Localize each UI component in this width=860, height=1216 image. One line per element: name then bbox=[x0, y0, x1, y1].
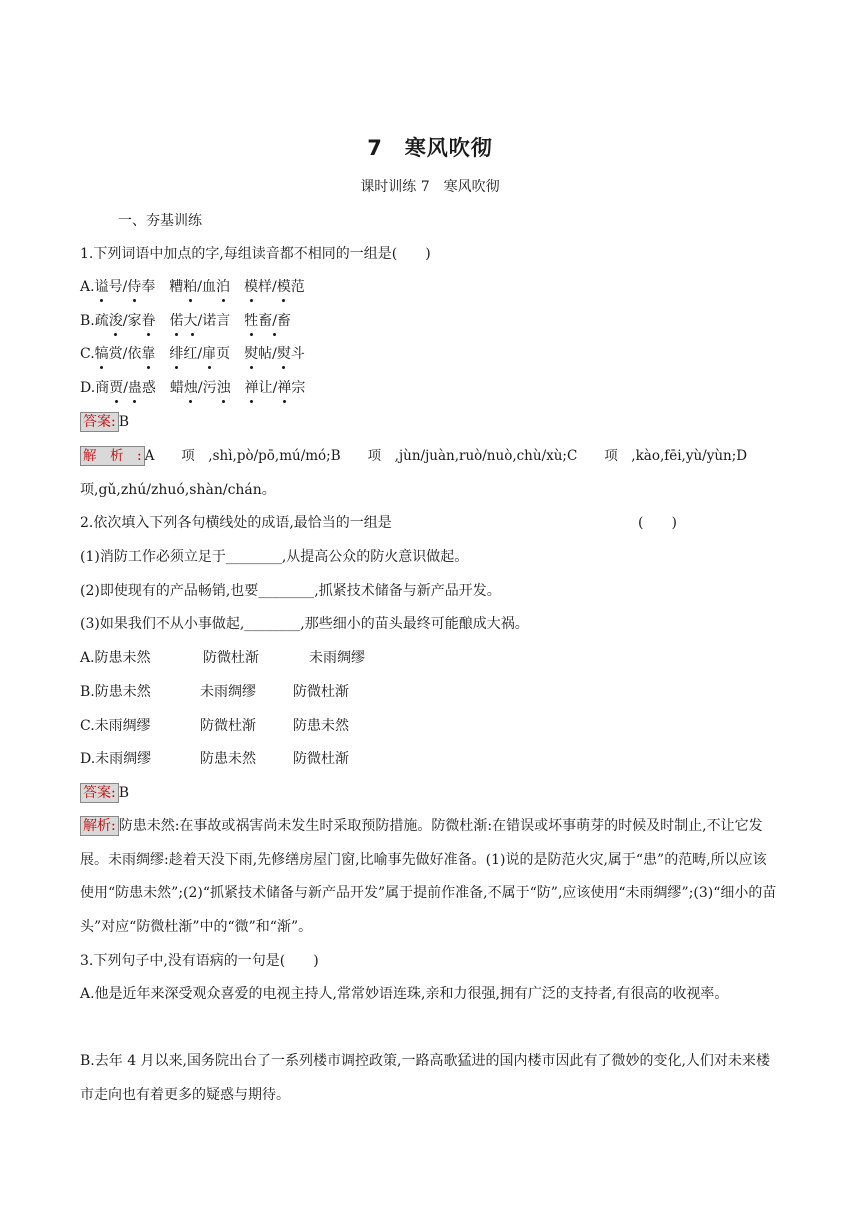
q1-option-b: B.疏浚/家眷 偌大/诺言 牲畜/畜 bbox=[80, 313, 291, 329]
section-heading: 一、夯基训练 bbox=[118, 213, 202, 229]
page-subtitle: 课时训练 7 寒风吹彻 bbox=[360, 179, 500, 195]
q2-answer bbox=[80, 783, 129, 803]
q1-option-c: C.犒赏/依靠 绯红/扉页 熨帖/熨斗 bbox=[80, 346, 305, 362]
q1-analysis-cont: 项,gǔ,zhú/zhuó,shàn/chán。 bbox=[80, 482, 276, 498]
q2-option-a-3: 未雨绸缪 bbox=[309, 650, 365, 666]
q2-stem: 2.依次填入下列各句横线处的成语,最恰当的一组是 bbox=[80, 515, 392, 531]
q1-analysis-text: A 项 ,shì,pò/pō,mú/mó;B 项 ,jùn/juàn,ruò/nuò,chù/xù;C 项 ,kào,fēi,yù/yùn;D bbox=[144, 448, 748, 464]
answer-tag: 答案: bbox=[80, 783, 119, 803]
q3-option-a: A.他是近年来深受观众喜爱的电视主持人,常常妙语连珠,亲和力很强,拥有广泛的支持者,有很高的收视率。 bbox=[80, 986, 729, 1002]
page-title: 7 寒风吹彻 bbox=[367, 136, 493, 160]
q1-option-d: D.商贾/蛊惑 蜡烛/污浊 禅让/禅宗 bbox=[80, 380, 306, 396]
q2-option-c-2: 防微杜渐 bbox=[200, 718, 256, 734]
q2-sentence-1: (1)消防工作必须立足于________,从提高公众的防火意识做起。 bbox=[80, 549, 469, 565]
answer-value: B bbox=[118, 414, 130, 430]
q1-option-a: A.谥号/侍奉 糟粕/血泊 模样/模范 bbox=[80, 279, 305, 295]
q1-answer bbox=[80, 412, 129, 432]
q2-analysis-text: 防患未然:在事故或祸害尚未发生时采取预防措施。防微杜渐:在错误或坏事萌芽的时候及时制止,不让它发展。未雨绸缪:趁着天没下雨,先修缮房屋门窗,比喻事先做好准备。(1)说的是防范火灾,属于“患”的范畴,所以应该使用“防患未然”;(2)“抓紧技术储备与新产品开发”属于提前作准备,不属于“防”,应该使用“未雨绸缪”;(3)“细小的苗头”对应“防微杜渐”中的“微”和“渐”。 bbox=[80, 818, 777, 935]
q2-option-d-3: 防微杜渐 bbox=[293, 751, 349, 767]
q2-option-b-2: 未雨绸缪 bbox=[200, 684, 256, 700]
answer-value: B bbox=[118, 785, 130, 801]
q3-option-b: B.去年 4 月以来,国务院出台了一系列楼市调控政策,一路高歌猛进的国内楼市因此有了微妙的变化,人们对未来楼市走向也有着更多的疑惑与期待。 bbox=[80, 1053, 770, 1103]
q2-option-c: C.未雨绸缪 bbox=[80, 718, 151, 734]
q2-option-d-2: 防患未然 bbox=[200, 751, 256, 767]
q1-stem: 1.下列词语中加点的字,每组读音都不相同的一组是( ) bbox=[80, 246, 431, 262]
q2-bracket: ( ) bbox=[638, 515, 677, 531]
q2-analysis bbox=[80, 810, 780, 944]
q2-option-d: D.未雨绸缪 bbox=[80, 751, 152, 767]
q3-stem: 3.下列句子中,没有语病的一句是( ) bbox=[80, 953, 319, 969]
analysis-tag: 解 析 : bbox=[80, 446, 145, 466]
q2-sentence-2: (2)即使现有的产品畅销,也要________,抓紧技术储备与新产品开发。 bbox=[80, 583, 501, 599]
q2-option-b-3: 防微杜渐 bbox=[293, 684, 349, 700]
q2-sentence-3: (3)如果我们不从小事做起,________,那些细小的苗头最终可能酿成大祸。 bbox=[80, 616, 529, 632]
q2-option-a: A.防患未然 bbox=[80, 650, 151, 666]
analysis-tag: 解析: bbox=[80, 816, 119, 836]
q1-analysis bbox=[80, 446, 747, 466]
q2-option-a-2: 防微杜渐 bbox=[203, 650, 259, 666]
answer-tag: 答案: bbox=[80, 412, 119, 432]
q2-option-b: B.防患未然 bbox=[80, 684, 151, 700]
q2-option-c-3: 防患未然 bbox=[293, 718, 349, 734]
